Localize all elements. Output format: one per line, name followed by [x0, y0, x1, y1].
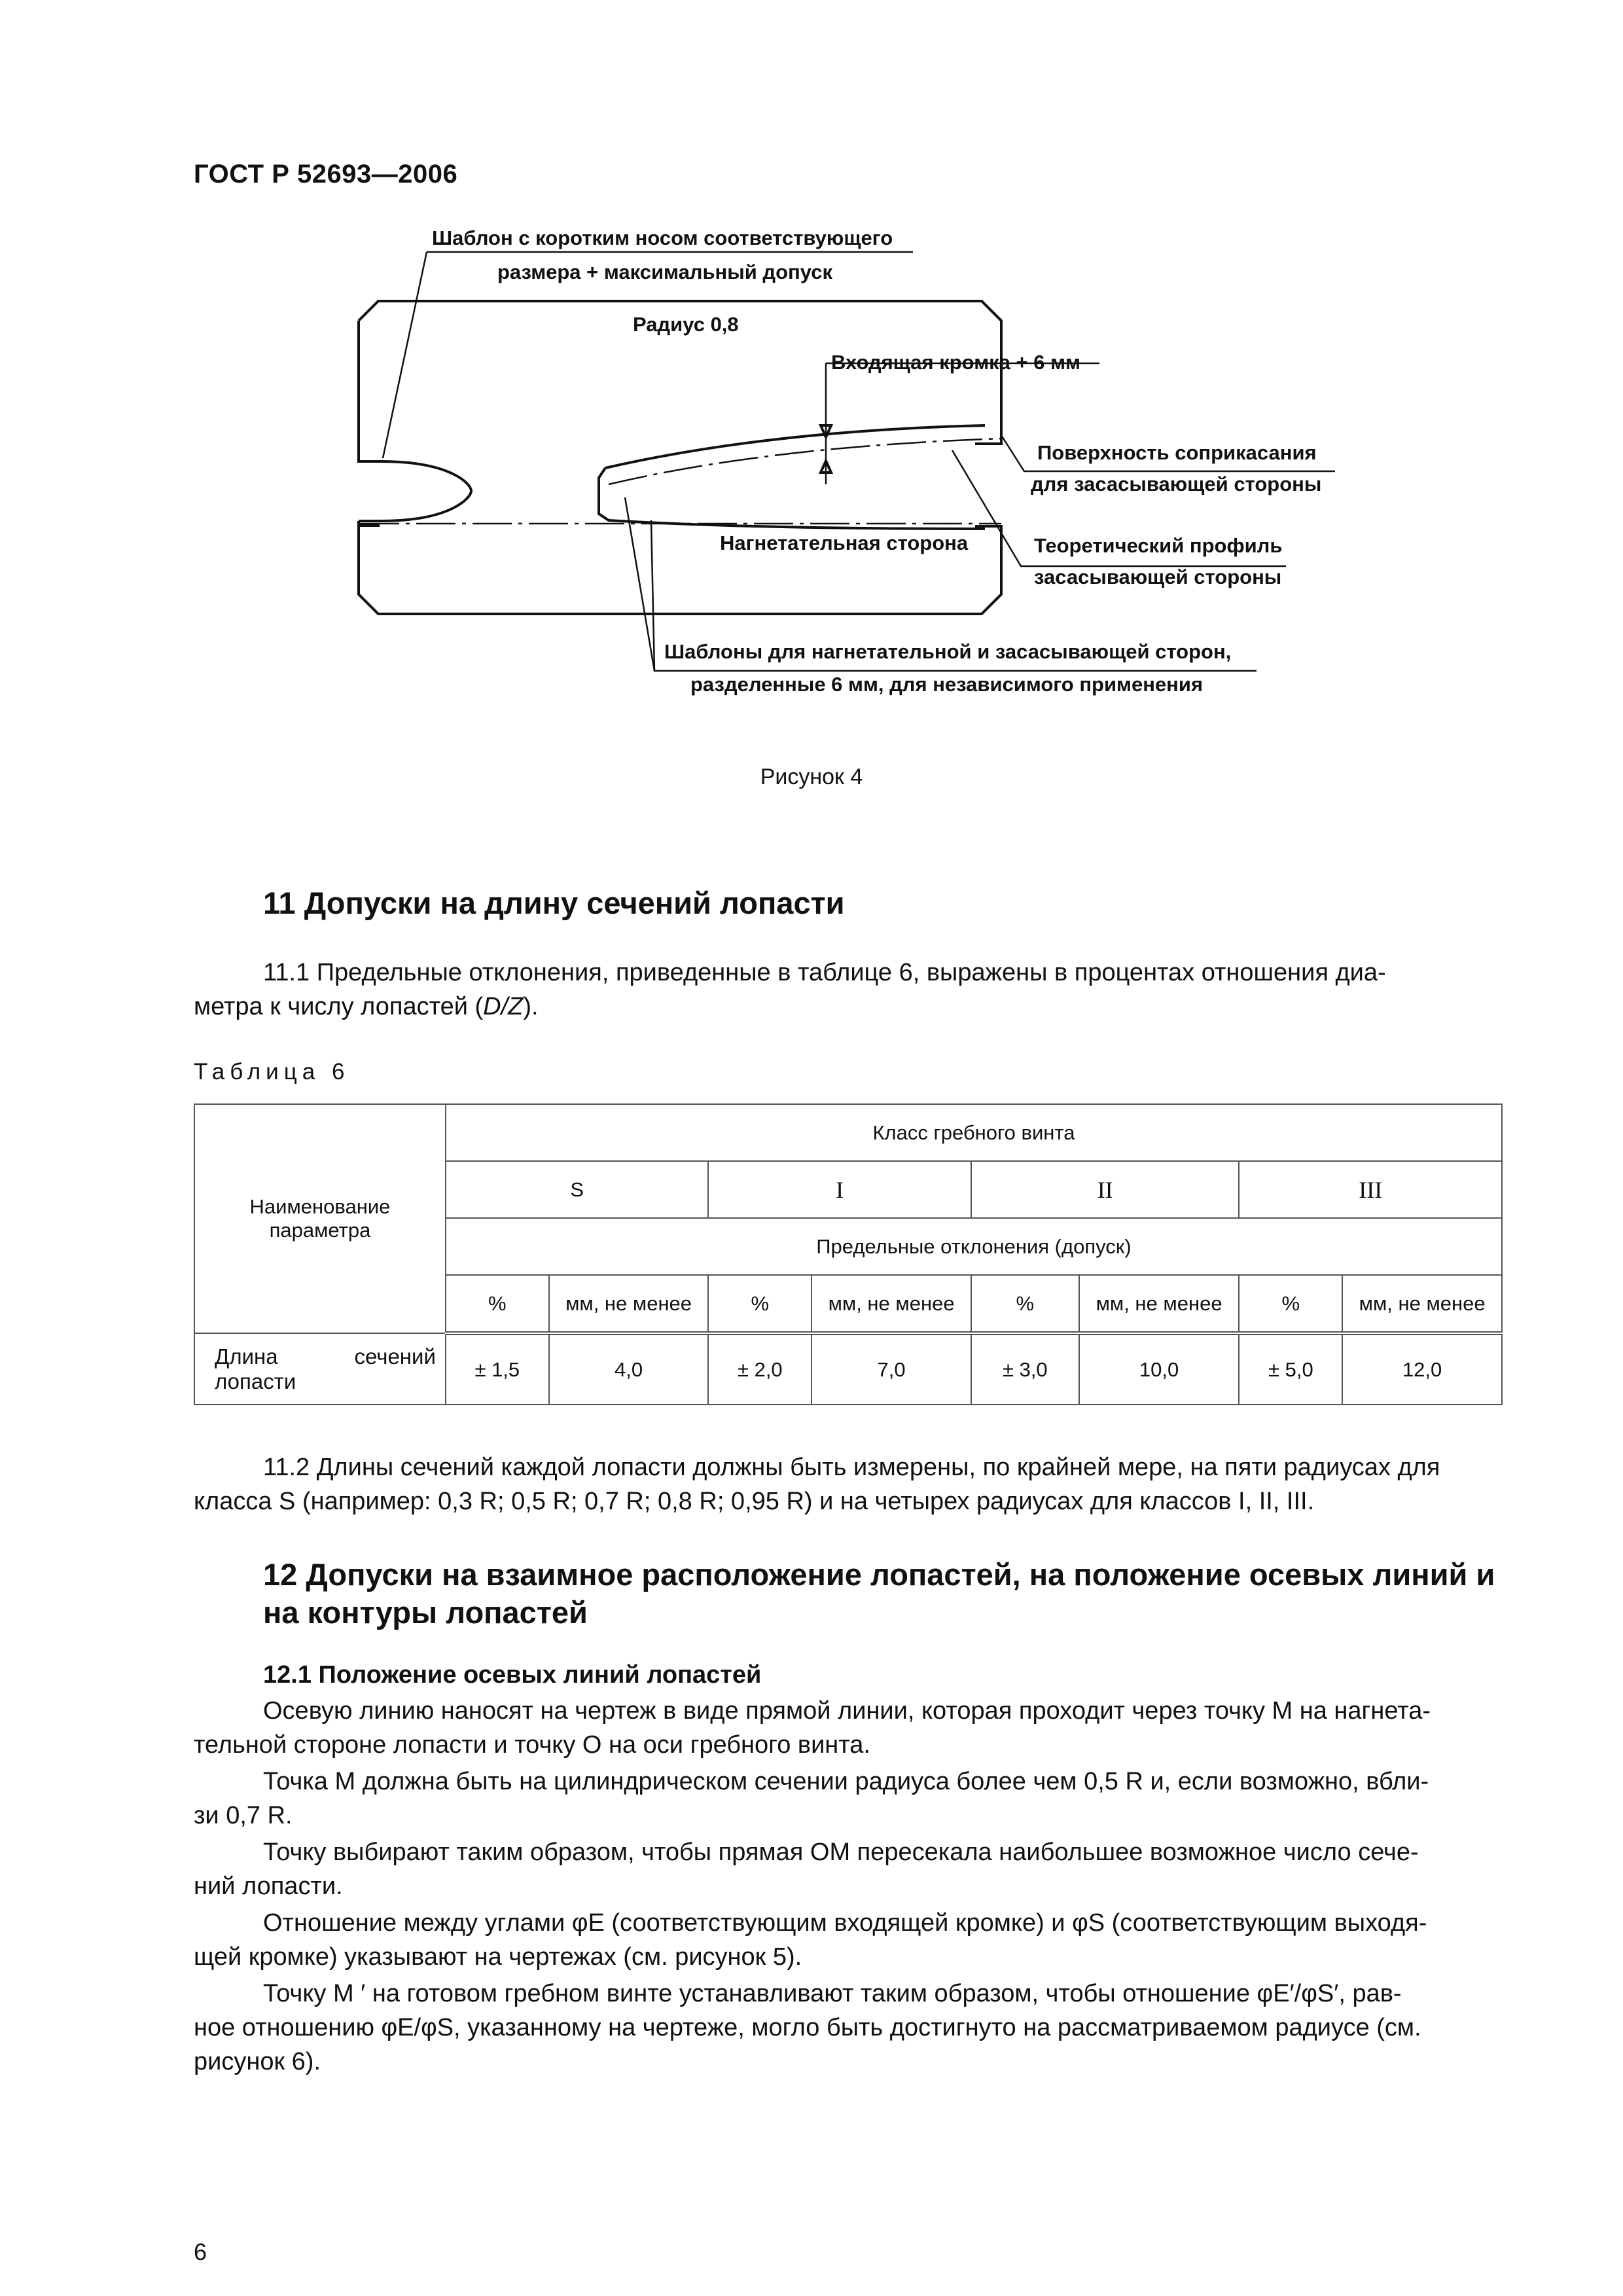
- label-contact-surface-2: для засасывающей стороны: [1031, 473, 1322, 495]
- p-12-5-line-2: ное отношению φE/φS, указанному на чертеже, могло быть достигнуто на рассматриваемом радиусе (см.: [194, 2014, 1421, 2041]
- col-pct: %: [1239, 1275, 1342, 1333]
- label-templates-1: Шаблоны для нагнетательной и засасывающей сторон,: [664, 640, 1232, 663]
- section-12-title-line-2: на контуры лопастей: [263, 1595, 588, 1630]
- label-templates-2: разделенные 6 мм, для независимого применения: [690, 673, 1204, 696]
- param-header: Наименование параметра: [194, 1104, 446, 1333]
- label-theoretical-profile-1: Теоретический профиль: [1034, 534, 1283, 557]
- p-12-3-line-2: ний лопасти.: [194, 1873, 343, 1900]
- figure-caption: Рисунок 4: [760, 764, 863, 789]
- table-cell: ± 3,0: [971, 1333, 1079, 1405]
- page-number: 6: [194, 2238, 207, 2265]
- tolerance-header: Предельные отклонения (допуск): [446, 1218, 1502, 1275]
- table-cell: 7,0: [812, 1333, 971, 1405]
- col-mm: мм, не менее: [549, 1275, 709, 1333]
- p-12-5-line-1: Точку M ′ на готовом гребном винте устанавливают таким образом, чтобы отношение φE′/φS′, рав-: [263, 1980, 1402, 2007]
- document-header: ГОСТ Р 52693—2006: [194, 160, 458, 188]
- table-cell: ± 5,0: [1239, 1333, 1342, 1405]
- label-leading-edge: Входящая кромка + 6 мм: [831, 351, 1080, 374]
- col-mm: мм, не менее: [812, 1275, 971, 1333]
- class-header: Класс гребного винта: [446, 1104, 1502, 1161]
- table-6: [194, 1103, 1503, 1405]
- class-ii: II: [971, 1161, 1240, 1218]
- table-cell: 10,0: [1079, 1333, 1240, 1405]
- section-11-2-line-1: 11.2 Длины сечений каждой лопасти должны быть измерены, по крайней мере, на пяти радиусах для: [263, 1454, 1440, 1481]
- theoretical-profile-dashed-line: [609, 439, 1001, 484]
- p-12-2-line-1: Точка M должна быть на цилиндрическом сечении радиуса более чем 0,5 R и, если возможно, вбли-: [263, 1768, 1429, 1795]
- section-11-1-line-2: метра к числу лопастей (D/Z).: [194, 993, 539, 1020]
- table-cell: ± 2,0: [708, 1333, 812, 1405]
- p-12-4-line-1: Отношение между углами φE (соответствующим входящей кромке) и φS (соответствующим выходя-: [263, 1909, 1427, 1937]
- p-12-1-line-2: тельной стороне лопасти и точку O на оси гребного винта.: [194, 1731, 870, 1759]
- p-12-4-line-2: щей кромке) указывают на чертежах (см. рисунок 5).: [194, 1943, 802, 1971]
- col-mm: мм, не менее: [1342, 1275, 1502, 1333]
- table-cell: ± 1,5: [446, 1333, 549, 1405]
- p-12-2-line-2: зи 0,7 R.: [194, 1802, 293, 1829]
- class-i: I: [708, 1161, 971, 1218]
- p-12-3-line-1: Точку выбирают таким образом, чтобы прямая OM пересекала наибольшее возможное число сече-: [263, 1839, 1419, 1866]
- blade-section-outline: [599, 425, 985, 529]
- p-12-5-line-3: рисунок 6).: [194, 2048, 321, 2075]
- table-caption: Таблица 6: [194, 1059, 350, 1085]
- label-radius: Радиус 0,8: [633, 313, 739, 336]
- row-label: Длина сечений лопасти: [194, 1333, 446, 1405]
- col-pct: %: [971, 1275, 1079, 1333]
- p-12-1-line-1: Осевую линию наносят на чертеж в виде прямой линии, которая проходит через точку M на нагнета-: [263, 1697, 1431, 1725]
- col-pct: %: [446, 1275, 549, 1333]
- section-11-1-line-1: 11.1 Предельные отклонения, приведенные в таблице 6, выражены в процентах отношения диа-: [263, 959, 1386, 986]
- section-11-title: 11 Допуски на длину сечений лопасти: [263, 886, 845, 920]
- label-template-size: размера + максимальный допуск: [497, 260, 832, 283]
- table-cell: 12,0: [1342, 1333, 1502, 1405]
- col-mm: мм, не менее: [1079, 1275, 1240, 1333]
- class-s: S: [446, 1161, 709, 1218]
- template-notch-outline: [359, 321, 471, 521]
- section-11-2-line-2: класса S (например: 0,3 R; 0,5 R; 0,7 R; 0,8 R; 0,95 R) и на четырех радиусах для классов I, II, III.: [194, 1488, 1315, 1515]
- section-12-title-line-1: 12 Допуски на взаимное расположение лопастей, на положение осевых линий и: [263, 1557, 1495, 1592]
- label-contact-surface-1: Поверхность соприкасания: [1037, 441, 1317, 464]
- figure-4-drawing: [0, 0, 1623, 733]
- label-template-short-nose: Шаблон с коротким носом соответствующего: [432, 226, 893, 249]
- table-cell: 4,0: [549, 1333, 709, 1405]
- col-pct: %: [708, 1275, 812, 1333]
- label-theoretical-profile-2: засасывающей стороны: [1034, 565, 1282, 588]
- class-iii: III: [1239, 1161, 1502, 1218]
- label-pressure-side: Нагнетательная сторона: [720, 531, 969, 554]
- section-12-1-title: 12.1 Положение осевых линий лопастей: [263, 1661, 762, 1689]
